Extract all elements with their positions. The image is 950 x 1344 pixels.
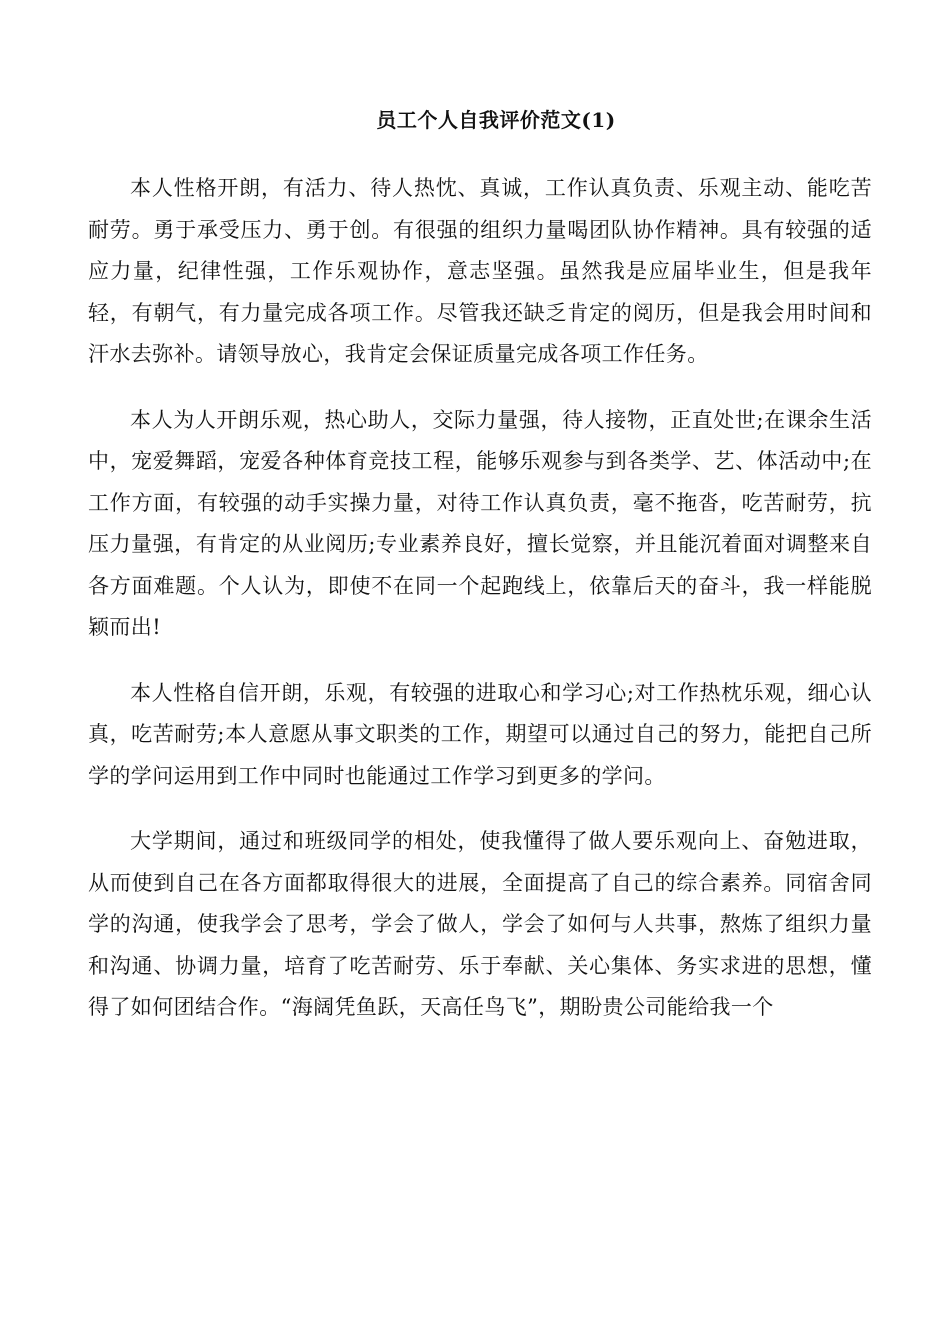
paragraph-1: 本人性格开朗，有活力、待人热忱、真诚，工作认真负责、乐观主动、能吃苦耐劳。勇于承受压力、勇于创。有很强的组织力量喝团队协作精神。具有较强的适应力量，纪律性强，工作乐观协作，意志坚强。虽然我是应届毕业生，但是我年轻，有朝气，有力量完成各项工作。尽管我还缺乏肯定的阅历，但是我会用时间和汗水去弥补。请领导放心，我肯定会保证质量完成各项工作任务。	[88, 176, 872, 366]
document-body	[88, 168, 872, 1053]
paragraph-4: 大学期间，通过和班级同学的相处，使我懂得了做人要乐观向上、奋勉进取，从而使到自己在各方面都取得很大的进展，全面提高了自己的综合素养。同宿舍同学的沟通，使我学会了思考，学会了做人，学会了如何与人共事，熬炼了组织力量和沟通、协调力量，培育了吃苦耐劳、乐于奉献、关心集体、务实求进的思想，懂得了如何团结合作。“海阔凭鱼跃，天高任鸟飞”，期盼贵公司能给我一个	[88, 829, 872, 1019]
document-title: 员工个人自我评价范文(1)	[376, 108, 616, 132]
paragraph-3: 本人性格自信开朗，乐观，有较强的进取心和学习心;对工作热枕乐观，细心认真，吃苦耐劳;本人意愿从事文职类的工作，期望可以通过自己的努力，能把自己所学的学问运用到工作中同时也能通过工作学习到更多的学问。	[88, 680, 872, 788]
paragraph-2: 本人为人开朗乐观，热心助人，交际力量强，待人接物，正直处世;在课余生活中，宠爱舞蹈，宠爱各种体育竞技工程，能够乐观参与到各类学、艺、体活动中;在工作方面，有较强的动手实操力量，对待工作认真负责，毫不拖沓，吃苦耐劳，抗压力量强，有肯定的从业阅历;专业素养良好，擅长觉察，并且能沉着面对调整来自各方面难题。个人认为，即使不在同一个起跑线上，依靠后天的奋斗，我一样能脱颖而出!	[88, 407, 872, 639]
